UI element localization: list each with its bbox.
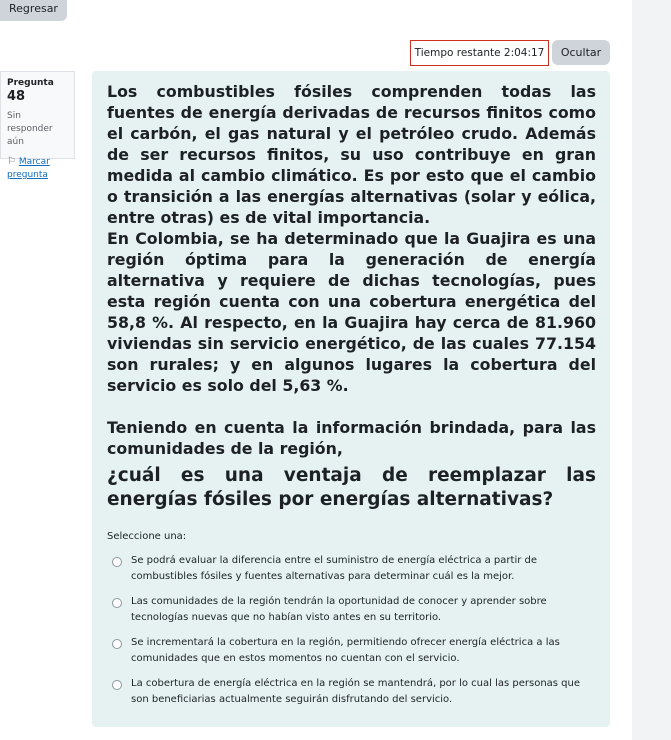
radio-button[interactable] (112, 639, 122, 649)
question-label: Pregunta (7, 78, 54, 88)
answer-option-label[interactable]: Se podrá evaluar la diferencia entre el suministro de energía eléctrica a partir de combustibles fósiles y fuentes alternativas para determinar cuál es la mejor. (131, 555, 538, 582)
paragraph-spacer (107, 396, 596, 417)
question-info (0, 71, 75, 180)
question-paragraph: Teniendo en cuenta la información brindada, para las comunidades de la región, (107, 418, 596, 458)
question-number-value: 48 (7, 89, 26, 104)
flag-question-link[interactable] (7, 155, 68, 182)
flag-question-label[interactable]: Marcar pregunta (7, 157, 50, 180)
answer-option[interactable] (112, 674, 592, 715)
radio-button[interactable] (112, 598, 122, 608)
answer-options (112, 551, 592, 715)
radio-button[interactable] (112, 557, 122, 567)
radio-button[interactable] (112, 680, 122, 690)
right-drawer-strip (632, 0, 671, 740)
question-prompt-heading: ¿cuál es una ventaja de reemplazar las energías fósiles por energías alternativas? (107, 465, 596, 510)
time-remaining: Tiempo restante 2:04:17 (410, 40, 549, 66)
select-one-prompt: Seleccione una: (107, 531, 187, 542)
back-button[interactable]: Regresar (0, 0, 67, 21)
hide-timer-button[interactable]: Ocultar (552, 40, 610, 65)
answer-option[interactable] (112, 633, 592, 674)
answer-option[interactable] (112, 592, 592, 633)
flag-icon: ⚐ (7, 156, 16, 167)
answer-option[interactable] (112, 551, 592, 592)
question-content (92, 71, 610, 727)
question-text (107, 81, 596, 512)
answer-option-label[interactable]: Se incrementará la cobertura en la región, permitiendo ofrecer energía eléctrica a las comunidades que en estos momentos no cuentan con el servicio. (131, 637, 560, 664)
answer-option-label[interactable]: Las comunidades de la región tendrán la oportunidad de conocer y aprender sobre tecnologías nuevas que no habían visto antes en su territorio. (131, 596, 547, 623)
answer-option-label[interactable]: La cobertura de energía eléctrica en la región se mantendrá, por lo cual las personas que son beneficiarias actualmente seguirán disfrutando del servicio. (131, 678, 581, 705)
question-state: Sin responder aún (7, 111, 53, 147)
question-number (7, 76, 68, 105)
question-paragraph: Los combustibles fósiles comprenden todas las fuentes de energía derivadas de recursos finitos como el carbón, el gas natural y el petróleo crudo. Además de ser recursos finitos, su uso contribuye en gran medida al cambio climático. Es por esto que el cambio o transición a las energías alternativas (solar y eólica, entre otras) es de vital importancia. (107, 82, 596, 227)
question-paragraph: En Colombia, se ha determinado que la Guajira es una región óptima para la generación de energía alternativa y requiere de dichas tecnologías, pues esta región cuenta con una cobertura energética del 58,8 %. Al respecto, en la Guajira hay cerca de 81.960 viviendas sin servicio energético, de las cuales 77.154 son rurales; y en algunos lugares la cobertura del servicio es solo del 5,63 %. (107, 229, 596, 395)
